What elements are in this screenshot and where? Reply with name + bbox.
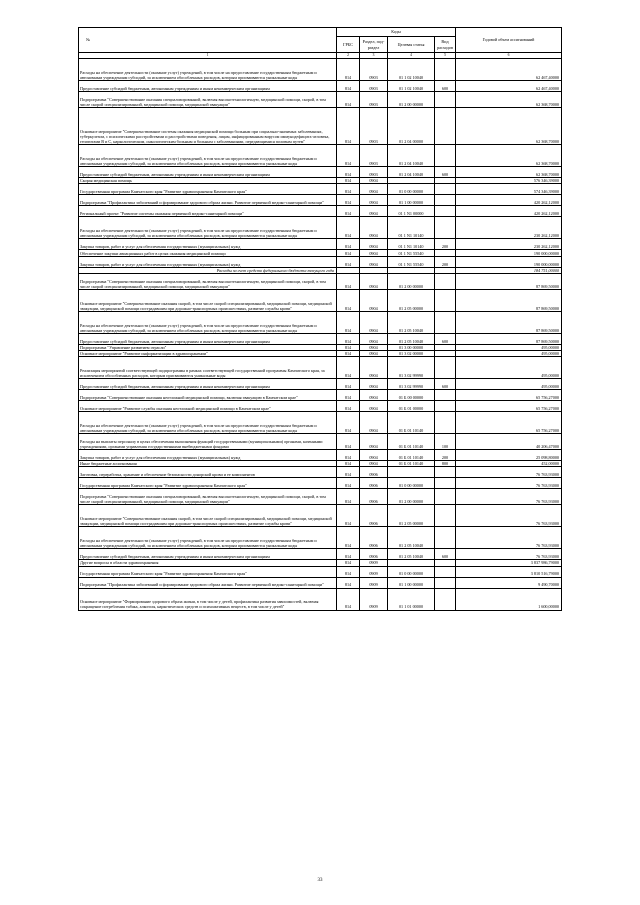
row-vr-cell xyxy=(435,588,456,610)
table-row xyxy=(79,312,562,334)
table-row xyxy=(79,290,562,312)
row-sum-cell: 65 756,27000 xyxy=(456,412,562,434)
row-csr-cell: 01 1 00 00000 xyxy=(388,195,435,206)
row-csr-cell: 01 3 00 00000 xyxy=(388,345,435,351)
row-razdel-cell: 0904 xyxy=(360,357,388,379)
row-vr-cell: 800 xyxy=(435,461,456,467)
col-number: 6 xyxy=(456,53,562,59)
row-sum-cell: 76 763,93000 xyxy=(456,478,562,489)
row-vr-cell xyxy=(435,478,456,489)
row-razdel-cell: 0903 xyxy=(360,167,388,178)
row-razdel-cell: 0903 xyxy=(360,145,388,167)
row-csr-cell: 01 1 02 10040 xyxy=(388,81,435,92)
table-row xyxy=(79,577,562,588)
row-sum-cell: 87 869,50000 xyxy=(456,334,562,345)
row-name-cell: Реализация мероприятий соответствующей подпрограммы в рамках соответствующей государственной программы Камчатского края, за исключением обособленных расходов, которым присваиваются уникальные коды xyxy=(79,357,337,379)
row-grbs-cell: 814 xyxy=(337,274,360,290)
row-name-cell: Предоставление субсидий бюджетным, автономным учреждениям и иным некоммерческим организациям xyxy=(79,334,337,345)
row-name-cell: Основное мероприятие "Развитие службы оказания неотложной медицинской помощи в Камчатском крае" xyxy=(79,401,337,412)
table-row xyxy=(79,81,562,92)
col-number: 1 xyxy=(79,53,337,59)
row-csr-cell: 01 Б 01 10140 xyxy=(388,461,435,467)
row-name-cell: Предоставление субсидий бюджетным, автономным учреждениям и иным некоммерческим организациям xyxy=(79,549,337,560)
row-grbs-cell: 814 xyxy=(337,566,360,577)
row-razdel-cell: 0904 xyxy=(360,178,388,184)
row-grbs-cell: 814 xyxy=(337,145,360,167)
row-vr-cell xyxy=(435,577,456,588)
table-row xyxy=(79,108,562,145)
row-razdel-cell: 0909 xyxy=(360,577,388,588)
row-vr-cell: 200 xyxy=(435,239,456,250)
row-vr-cell xyxy=(435,412,456,434)
row-sum-cell: 87 869,50000 xyxy=(456,290,562,312)
row-sum-cell: 184 751,00000 xyxy=(456,268,562,274)
row-grbs-cell: 814 xyxy=(337,178,360,184)
row-grbs-cell: 814 xyxy=(337,549,360,560)
row-vr-cell xyxy=(435,527,456,549)
row-vr-cell: 600 xyxy=(435,81,456,92)
header-num: № xyxy=(79,28,337,53)
row-sum-cell: 62 368,70000 xyxy=(456,167,562,178)
row-grbs-cell: 814 xyxy=(337,505,360,527)
header-vr: Вид расходов xyxy=(435,37,456,53)
row-razdel-cell: 0904 xyxy=(360,257,388,268)
row-razdel-cell: 0903 xyxy=(360,81,388,92)
row-grbs-cell: 814 xyxy=(337,467,360,478)
row-sum-cell: 190 000,00000 xyxy=(456,250,562,257)
row-sum-cell: 495,00000 xyxy=(456,351,562,357)
row-sum-cell: 40 206,47000 xyxy=(456,434,562,450)
row-sum-cell: 495,00000 xyxy=(456,379,562,390)
row-name-cell: Государственная программа Камчатского края "Развитие здравоохранения Камчатского края" xyxy=(79,566,337,577)
table-row xyxy=(79,92,562,108)
row-sum-cell: 420 262,12000 xyxy=(456,195,562,206)
row-sum-cell: 3 810 516,79000 xyxy=(456,566,562,577)
row-sum-cell: 452,00000 xyxy=(456,461,562,467)
row-csr-cell: 01 3 02 00000 xyxy=(388,351,435,357)
row-sum-cell: 76 763,93000 xyxy=(456,467,562,478)
row-name-cell: Основное мероприятие "Формирование здорового образа жизни, в том числе у детей, профилактика развития зависимостей, включая сокращение потребления табака, алкоголя, наркотических средств и психоактивных веществ, в том числе у детей" xyxy=(79,588,337,610)
row-name-cell: Закупка товаров, работ и услуг для обеспечения государственных (муниципальных) нужд xyxy=(79,450,337,461)
row-razdel-cell: 0904 xyxy=(360,351,388,357)
row-csr-cell: 01 0 00 00000 xyxy=(388,478,435,489)
row-razdel-cell: 0906 xyxy=(360,489,388,505)
row-razdel-cell: 0904 xyxy=(360,239,388,250)
table-row xyxy=(79,274,562,290)
row-sum-cell: 62 467,40000 xyxy=(456,81,562,92)
row-csr-cell: 01 2 05 10040 xyxy=(388,312,435,334)
row-name-cell: Основное мероприятие "Совершенствование оказания скорой, в том числе скорой специализированной, медицинской помощи, медицинской эвакуации, медицинской помощи пострадавшим при дорожно-транспортных происшествиях, развитие службы крови" xyxy=(79,505,337,527)
row-vr-cell: 600 xyxy=(435,379,456,390)
row-razdel-cell: 0904 xyxy=(360,379,388,390)
row-grbs-cell: 814 xyxy=(337,461,360,467)
row-razdel-cell: 0906 xyxy=(360,527,388,549)
row-grbs-cell: 814 xyxy=(337,577,360,588)
row-grbs-cell: 814 xyxy=(337,206,360,217)
row-sum-cell: 62 467,40000 xyxy=(456,59,562,81)
table-row xyxy=(79,527,562,549)
table-row xyxy=(79,478,562,489)
row-name-cell: Скорая медицинская помощь xyxy=(79,178,337,184)
row-vr-cell: 100 xyxy=(435,434,456,450)
row-sum-cell: 76 763,93000 xyxy=(456,527,562,549)
row-csr-cell: 01 1 N1 10140 xyxy=(388,217,435,239)
row-grbs-cell: 814 xyxy=(337,489,360,505)
row-razdel-cell: 0906 xyxy=(360,549,388,560)
row-razdel-cell: 0906 xyxy=(360,505,388,527)
row-grbs-cell: 814 xyxy=(337,92,360,108)
row-name-cell: Расходы на обеспечение деятельности (оказание услуг) учреждений, в том числе на предоставление государственным бюджетным и автономным учреждениям субсидий, за исключением обособленных расходов, которым присваиваются уникальные коды xyxy=(79,527,337,549)
table-row xyxy=(79,467,562,478)
row-name-cell: Подпрограмма "Совершенствование оказания специализированной, включая высокотехнологичную, медицинской помощи, скорой, в том числе скорой специализированной, медицинской помощи, медицинской эвакуации" xyxy=(79,274,337,290)
row-csr-cell: 01 Б 01 10140 xyxy=(388,434,435,450)
row-grbs-cell: 814 xyxy=(337,434,360,450)
row-csr-cell: 01 3 02 99990 xyxy=(388,379,435,390)
row-sum-cell: 3 837 986,79000 xyxy=(456,560,562,566)
row-name-cell: Закупка товаров, работ и услуг для обеспечения государственных (муниципальных) нужд xyxy=(79,257,337,268)
col-number: 2 xyxy=(337,53,360,59)
row-vr-cell xyxy=(435,274,456,290)
row-grbs-cell: 814 xyxy=(337,167,360,178)
table-row xyxy=(79,505,562,527)
table-body xyxy=(79,59,562,611)
row-csr-cell: 01 3 02 99990 xyxy=(388,357,435,379)
row-sum-cell: 62 368,70000 xyxy=(456,145,562,167)
row-vr-cell xyxy=(435,145,456,167)
table-row xyxy=(79,412,562,434)
row-sum-cell: 87 869,50000 xyxy=(456,312,562,334)
row-razdel-cell: 0904 xyxy=(360,345,388,351)
row-grbs-cell: 814 xyxy=(337,81,360,92)
row-razdel-cell: 0903 xyxy=(360,108,388,145)
row-sum-cell: 9 490,70000 xyxy=(456,577,562,588)
row-vr-cell xyxy=(435,390,456,401)
row-razdel-cell: 0904 xyxy=(360,217,388,239)
row-grbs-cell: 814 xyxy=(337,412,360,434)
header-razdel: Раздел, под-раздел xyxy=(360,37,388,53)
row-sum-cell: 62 368,70000 xyxy=(456,108,562,145)
row-sum-cell: 1 600,00000 xyxy=(456,588,562,610)
row-csr-cell: 01 1 02 10040 xyxy=(388,59,435,81)
row-vr-cell xyxy=(435,206,456,217)
row-grbs-cell: 814 xyxy=(337,184,360,195)
row-grbs-cell: 814 xyxy=(337,345,360,351)
row-csr-cell: 01 Б 01 10140 xyxy=(388,450,435,461)
table-row xyxy=(79,401,562,412)
row-sum-cell: 62 368,70000 xyxy=(456,92,562,108)
table-header xyxy=(79,28,562,59)
budget-table xyxy=(78,27,562,611)
row-razdel-cell: 0904 xyxy=(360,250,388,257)
col-number: 4 xyxy=(388,53,435,59)
row-vr-cell: 200 xyxy=(435,257,456,268)
row-vr-cell xyxy=(435,217,456,239)
row-name-cell: Основное мероприятие "Совершенствование системы оказания медицинской помощи больным при социально-значимых заболеваниях, туберкулезом, с психическими расстройствами и расстройствами поведения, лицам, инфицированным вирусом иммунодефицита человека, гепатитами В и С, наркологическим, онкологическим больным и больным с заболеваниями, передающимися половым путем" xyxy=(79,108,337,145)
table-row xyxy=(79,145,562,167)
row-sum-cell: 190 000,00000 xyxy=(456,257,562,268)
row-razdel-cell: 0904 xyxy=(360,274,388,290)
row-sum-cell: 230 262,12000 xyxy=(456,239,562,250)
row-name-cell: Расходы на обеспечение деятельности (оказание услуг) учреждений, в том числе на предоставление государственным бюджетным и автономным учреждениям субсидий, за исключением обособленных расходов, которым присваиваются уникальные коды xyxy=(79,59,337,81)
row-vr-cell xyxy=(435,92,456,108)
row-grbs-cell: 814 xyxy=(337,588,360,610)
row-razdel-cell: 0904 xyxy=(360,412,388,434)
table-row xyxy=(79,334,562,345)
row-name-cell: Иные бюджетные ассигнования xyxy=(79,461,337,467)
row-sum-cell: 25 098,80000 xyxy=(456,450,562,461)
row-name-cell: Подпрограмма "Профилактика заболеваний и формирование здорового образа жизни. Развитие первичной медико-санитарной помощи" xyxy=(79,195,337,206)
row-csr-cell: 01 2 05 10040 xyxy=(388,334,435,345)
table-row xyxy=(79,184,562,195)
row-razdel-cell: 0904 xyxy=(360,195,388,206)
row-name-cell: Подпрограмма "Совершенствование оказания специализированной, включая высокотехнологичную, медицинской помощи, скорой, в том числе скорой специализированной, медицинской помощи, медицинской эвакуации" xyxy=(79,489,337,505)
row-vr-cell xyxy=(435,489,456,505)
row-name-cell: Основное мероприятие "Развитие информатизации в здравоохранении" xyxy=(79,351,337,357)
row-razdel-cell: 0904 xyxy=(360,401,388,412)
row-grbs-cell: 814 xyxy=(337,560,360,566)
row-csr-cell: 01 2 04 10040 xyxy=(388,145,435,167)
row-sum-cell: 576 346,39000 xyxy=(456,178,562,184)
row-sum-cell: 495,00000 xyxy=(456,345,562,351)
row-name-cell: Региональный проект "Развитие системы оказания первичной медико-санитарной помощи" xyxy=(79,206,337,217)
table-row xyxy=(79,450,562,461)
row-grbs-cell: 814 xyxy=(337,527,360,549)
row-vr-cell xyxy=(435,505,456,527)
row-grbs-cell: 814 xyxy=(337,450,360,461)
row-razdel-cell: 0904 xyxy=(360,312,388,334)
row-name-cell: Расходы на выплаты персоналу в целях обеспечения выполнения функций государственными (муниципальными) органами, казенными учреждениями, органами управления государственными внебюджетными фондами xyxy=(79,434,337,450)
row-csr-cell: 01 2 00 00000 xyxy=(388,489,435,505)
row-csr-cell: 01 2 00 00000 xyxy=(388,274,435,290)
row-sum-cell: 65 756,27000 xyxy=(456,390,562,401)
table-row xyxy=(79,59,562,81)
row-sum-cell: 420 262,12000 xyxy=(456,206,562,217)
col-number: 3 xyxy=(360,53,388,59)
table-row xyxy=(79,250,562,257)
row-csr-cell: 01 0 00 00000 xyxy=(388,184,435,195)
row-csr-cell xyxy=(388,467,435,478)
row-vr-cell xyxy=(435,312,456,334)
table-row xyxy=(79,489,562,505)
budget-document xyxy=(78,27,561,611)
row-sum-cell: 495,00000 xyxy=(456,357,562,379)
row-razdel-cell: 0904 xyxy=(360,434,388,450)
row-csr-cell: 01 1 N1 10140 xyxy=(388,239,435,250)
row-name-cell: Обеспечение закупки авиационных работ в целях оказания медицинской помощи xyxy=(79,250,337,257)
header-codes: Коды xyxy=(337,28,456,37)
row-vr-cell xyxy=(435,401,456,412)
table-row xyxy=(79,588,562,610)
page-number: 33 xyxy=(317,878,323,883)
row-csr-cell: 01 2 04 00000 xyxy=(388,108,435,145)
row-sum-cell: 76 763,93000 xyxy=(456,549,562,560)
row-razdel-cell: 0904 xyxy=(360,206,388,217)
row-grbs-cell: 814 xyxy=(337,334,360,345)
row-grbs-cell: 814 xyxy=(337,195,360,206)
row-razdel-cell: 0906 xyxy=(360,478,388,489)
row-razdel-cell: 0909 xyxy=(360,560,388,566)
col-number: 5 xyxy=(435,53,456,59)
row-name-cell: Другие вопросы в области здравоохранения xyxy=(79,560,337,566)
row-vr-cell: 200 xyxy=(435,450,456,461)
row-vr-cell xyxy=(435,59,456,81)
row-csr-cell: 01 1 N1 00000 xyxy=(388,206,435,217)
table-row xyxy=(79,390,562,401)
table-row xyxy=(79,257,562,268)
row-csr-cell: 01 Б 01 10140 xyxy=(388,412,435,434)
row-grbs-cell: 814 xyxy=(337,357,360,379)
row-name-cell: Подпрограмма "Профилактика заболеваний и формирование здорового образа жизни. Развитие первичной медико-санитарной помощи" xyxy=(79,577,337,588)
row-grbs-cell: 814 xyxy=(337,290,360,312)
row-name-cell: Подпрограмма "Управление развитием отрасли" xyxy=(79,345,337,351)
row-name-cell: Расходы за счет средств федерального бюджета текущего года xyxy=(79,268,337,274)
row-csr-cell: 01 2 04 10040 xyxy=(388,167,435,178)
row-razdel-cell: 0904 xyxy=(360,390,388,401)
row-razdel-cell: 0904 xyxy=(360,290,388,312)
row-vr-cell xyxy=(435,184,456,195)
row-name-cell: Подпрограмма "Совершенствование оказания неотложной медицинской помощи, включая эвакуацию в Камчатском крае" xyxy=(79,390,337,401)
row-sum-cell: 574 346,39000 xyxy=(456,184,562,195)
row-vr-cell: 600 xyxy=(435,549,456,560)
row-razdel-cell: 0904 xyxy=(360,461,388,467)
row-grbs-cell: 814 xyxy=(337,217,360,239)
table-row xyxy=(79,379,562,390)
table-row xyxy=(79,217,562,239)
header-grbs: ГРБС xyxy=(337,37,360,53)
row-csr-cell: 01 Б 01 00000 xyxy=(388,401,435,412)
row-name-cell: Государственная программа Камчатского края "Развитие здравоохранения Камчатского края" xyxy=(79,184,337,195)
table-row xyxy=(79,549,562,560)
row-razdel-cell: 0903 xyxy=(360,92,388,108)
row-razdel-cell: 0909 xyxy=(360,566,388,577)
row-sum-cell: 65 756,27000 xyxy=(456,401,562,412)
row-vr-cell xyxy=(435,108,456,145)
row-csr-cell: 01 1 N1 55540 xyxy=(388,250,435,257)
row-csr-cell: 01 2 05 10040 xyxy=(388,549,435,560)
row-csr-cell: 01 2 05 10040 xyxy=(388,527,435,549)
row-sum-cell: 230 262,12000 xyxy=(456,217,562,239)
row-vr-cell: 600 xyxy=(435,334,456,345)
row-csr-cell: 01 0 00 00000 xyxy=(388,566,435,577)
row-csr-cell: 01 2 00 00000 xyxy=(388,92,435,108)
row-csr-cell: 01 2 05 00000 xyxy=(388,505,435,527)
row-razdel-cell: 0906 xyxy=(360,467,388,478)
row-name-cell: Закупка товаров, работ и услуг для обеспечения государственных (муниципальных) нужд xyxy=(79,239,337,250)
row-grbs-cell: 814 xyxy=(337,250,360,257)
row-sum-cell: 76 763,93000 xyxy=(456,489,562,505)
row-name-cell: Государственная программа Камчатского края "Развитие здравоохранения Камчатского края" xyxy=(79,478,337,489)
row-vr-cell xyxy=(435,357,456,379)
row-vr-cell: 600 xyxy=(435,167,456,178)
row-grbs-cell: 814 xyxy=(337,108,360,145)
row-name-cell: Расходы на обеспечение деятельности (оказание услуг) учреждений, в том числе на предоставление государственным бюджетным и автономным учреждениям субсидий, за исключением обособленных расходов, которым присваиваются уникальные коды xyxy=(79,145,337,167)
row-grbs-cell: 814 xyxy=(337,478,360,489)
row-name-cell: Заготовка, переработка, хранение и обеспечение безопасности донорской крови и ее компонентов xyxy=(79,467,337,478)
row-csr-cell: 01 1 01 00000 xyxy=(388,588,435,610)
row-grbs-cell: 814 xyxy=(337,390,360,401)
table-row xyxy=(79,195,562,206)
table-row xyxy=(79,239,562,250)
row-grbs-cell: 814 xyxy=(337,312,360,334)
row-name-cell: Основное мероприятие "Совершенствование оказания скорой, в том числе скорой специализированной, медицинской помощи, медицинской эвакуации, медицинской помощи пострадавшим при дорожно-транспортных происшествиях, развитие службы крови" xyxy=(79,290,337,312)
table-row xyxy=(79,434,562,450)
table-row xyxy=(79,167,562,178)
table-row xyxy=(79,357,562,379)
row-razdel-cell: 0904 xyxy=(360,184,388,195)
row-name-cell: Расходы на обеспечение деятельности (оказание услуг) учреждений, в том числе на предоставление государственным бюджетным и автономным учреждениям субсидий, за исключением обособленных расходов, которым присваиваются уникальные коды xyxy=(79,217,337,239)
table-row xyxy=(79,206,562,217)
row-vr-cell xyxy=(435,566,456,577)
row-sum-cell: 76 763,93000 xyxy=(456,505,562,527)
row-vr-cell xyxy=(435,290,456,312)
row-name-cell: Предоставление субсидий бюджетным, автономным учреждениям и иным некоммерческим организациям xyxy=(79,379,337,390)
row-razdel-cell: 0903 xyxy=(360,59,388,81)
row-grbs-cell: 814 xyxy=(337,351,360,357)
row-csr-cell: 01 1 N1 55540 xyxy=(388,257,435,268)
row-csr-cell: 01 2 05 00000 xyxy=(388,290,435,312)
row-name-cell: Предоставление субсидий бюджетным, автономным учреждениям и иным некоммерческим организациям xyxy=(79,81,337,92)
row-grbs-cell: 814 xyxy=(337,257,360,268)
row-sum-cell: 87 869,50000 xyxy=(456,274,562,290)
row-razdel-cell: 0904 xyxy=(360,450,388,461)
row-vr-cell xyxy=(435,467,456,478)
row-name-cell: Расходы на обеспечение деятельности (оказание услуг) учреждений, в том числе на предоставление государственным бюджетным и автономным учреждениям субсидий, за исключением обособленных расходов, которым присваиваются уникальные коды xyxy=(79,312,337,334)
row-grbs-cell: 814 xyxy=(337,401,360,412)
row-grbs-cell: 814 xyxy=(337,379,360,390)
header-total: Годовой объем ассигнований xyxy=(456,28,562,53)
row-csr-cell: 01 1 00 00000 xyxy=(388,577,435,588)
row-razdel-cell: 0909 xyxy=(360,588,388,610)
row-grbs-cell: 814 xyxy=(337,239,360,250)
row-name-cell: Расходы на обеспечение деятельности (оказание услуг) учреждений, в том числе на предоставление государственным бюджетным и автономным учреждениям субсидий, за исключением обособленных расходов, которым присваиваются уникальные коды xyxy=(79,412,337,434)
row-name-cell: Предоставление субсидий бюджетным, автономным учреждениям и иным некоммерческим организациям xyxy=(79,167,337,178)
row-name-cell: Подпрограмма "Совершенствование оказания специализированной, включая высокотехнологичную, медицинской помощи, скорой, в том числе скорой специализированной, медицинской помощи, медицинской эвакуации" xyxy=(79,92,337,108)
table-row xyxy=(79,566,562,577)
row-vr-cell xyxy=(435,250,456,257)
row-razdel-cell: 0904 xyxy=(360,334,388,345)
row-grbs-cell: 814 xyxy=(337,59,360,81)
header-csr: Целевая статья xyxy=(388,37,435,53)
row-vr-cell xyxy=(435,195,456,206)
row-csr-cell: 01 Б 00 00000 xyxy=(388,390,435,401)
